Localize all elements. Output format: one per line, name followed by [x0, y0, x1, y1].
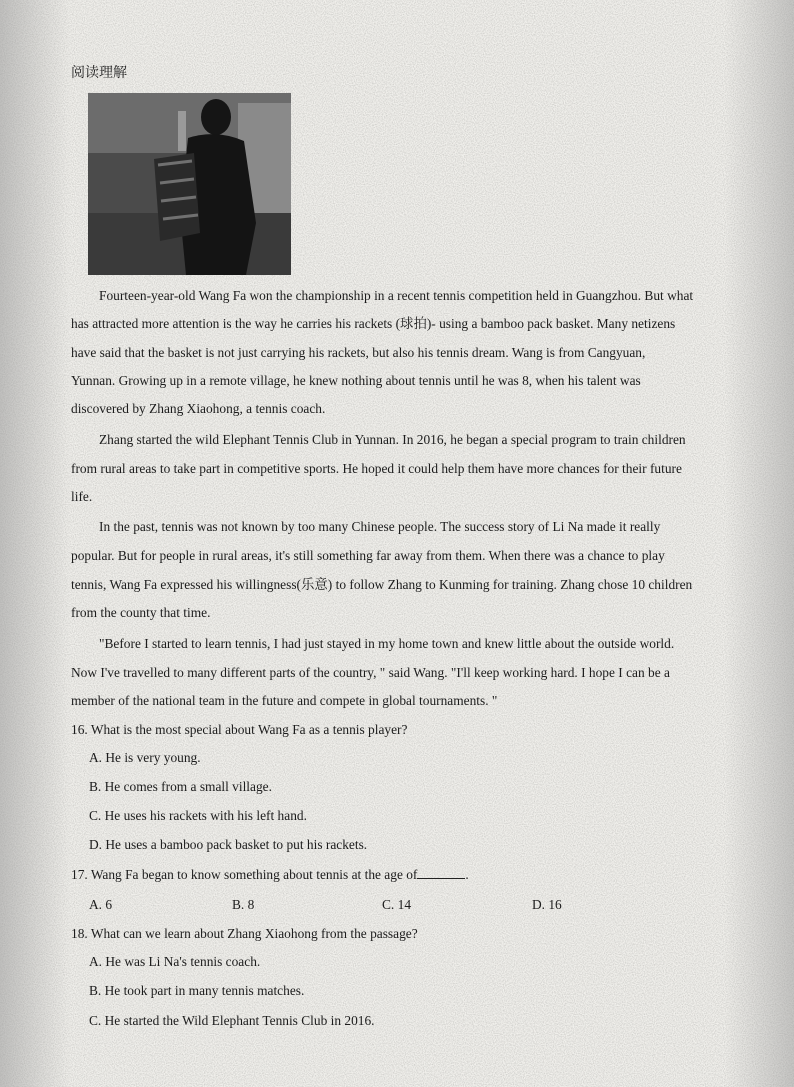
- question-18-option-a[interactable]: A. He was Li Na's tennis coach.: [89, 954, 261, 969]
- question-16-stem: 16. What is the most special about Wang Fa as a tennis player?: [71, 722, 408, 737]
- question-18-option-c[interactable]: C. He started the Wild Elephant Tennis Club in 2016.: [89, 1013, 375, 1028]
- question-17-option-b[interactable]: B. 8: [232, 897, 255, 912]
- passage-line: from rural areas to take part in competitive sports. He hoped it could help them have more chances for their future: [71, 461, 682, 476]
- question-17-stem-text: 17. Wang Fa began to know something about tennis at the age of: [71, 867, 418, 882]
- question-17-option-a[interactable]: A. 6: [89, 897, 113, 912]
- passage-line: Fourteen-year-old Wang Fa won the championship in a recent tennis competition held in Guangzhou. But what: [99, 288, 694, 303]
- passage-line: Yunnan. Growing up in a remote village, he knew nothing about tennis until he was 8, when his talent was: [71, 373, 641, 388]
- passage-line: have said that the basket is not just carrying his rackets, but also his tennis dream. Wang is from Cangyuan,: [71, 345, 646, 360]
- tennis-player-photo: [88, 93, 291, 275]
- passage-line: Zhang started the wild Elephant Tennis Club in Yunnan. In 2016, he began a special program to train children: [99, 432, 686, 447]
- passage-line: member of the national team in the future and compete in global tournaments. ": [71, 693, 498, 708]
- question-18-stem: 18. What can we learn about Zhang Xiaohong from the passage?: [71, 926, 418, 941]
- question-16-option-a[interactable]: A. He is very young.: [89, 750, 201, 765]
- passage-line: "Before I started to learn tennis, I had just stayed in my home town and knew little about the outside world.: [99, 636, 675, 651]
- answer-blank[interactable]: [417, 866, 465, 879]
- question-16-option-b[interactable]: B. He comes from a small village.: [89, 779, 272, 794]
- passage-line: In the past, tennis was not known by too many Chinese people. The success story of Li Na made it really: [99, 519, 661, 534]
- passage-line: tennis, Wang Fa expressed his willingness(乐意) to follow Zhang to Kunming for training. Zhang chose 10 children: [71, 577, 693, 592]
- passage-line: discovered by Zhang Xiaohong, a tennis coach.: [71, 401, 326, 416]
- section-title: 阅读理解: [71, 65, 127, 81]
- passage-line: life.: [71, 489, 93, 504]
- question-16-option-c[interactable]: C. He uses his rackets with his left hand.: [89, 808, 307, 823]
- passage-line: Now I've travelled to many different parts of the country, " said Wang. "I'll keep working hard. I hope I can be a: [71, 665, 670, 680]
- passage-line: from the county that time.: [71, 605, 211, 620]
- question-17-stem: 17. Wang Fa began to know something about tennis at the age of .: [71, 867, 469, 882]
- question-17-option-d[interactable]: D. 16: [532, 897, 562, 912]
- question-16-option-d[interactable]: D. He uses a bamboo pack basket to put his rackets.: [89, 837, 368, 852]
- question-17-option-c[interactable]: C. 14: [382, 897, 412, 912]
- question-18-option-b[interactable]: B. He took part in many tennis matches.: [89, 983, 305, 998]
- passage-line: has attracted more attention is the way he carries his rackets (球拍)- using a bamboo pack basket. Many netizens: [71, 316, 676, 331]
- passage-line: popular. But for people in rural areas, it's still something far away from them. When there was a chance to play: [71, 548, 665, 563]
